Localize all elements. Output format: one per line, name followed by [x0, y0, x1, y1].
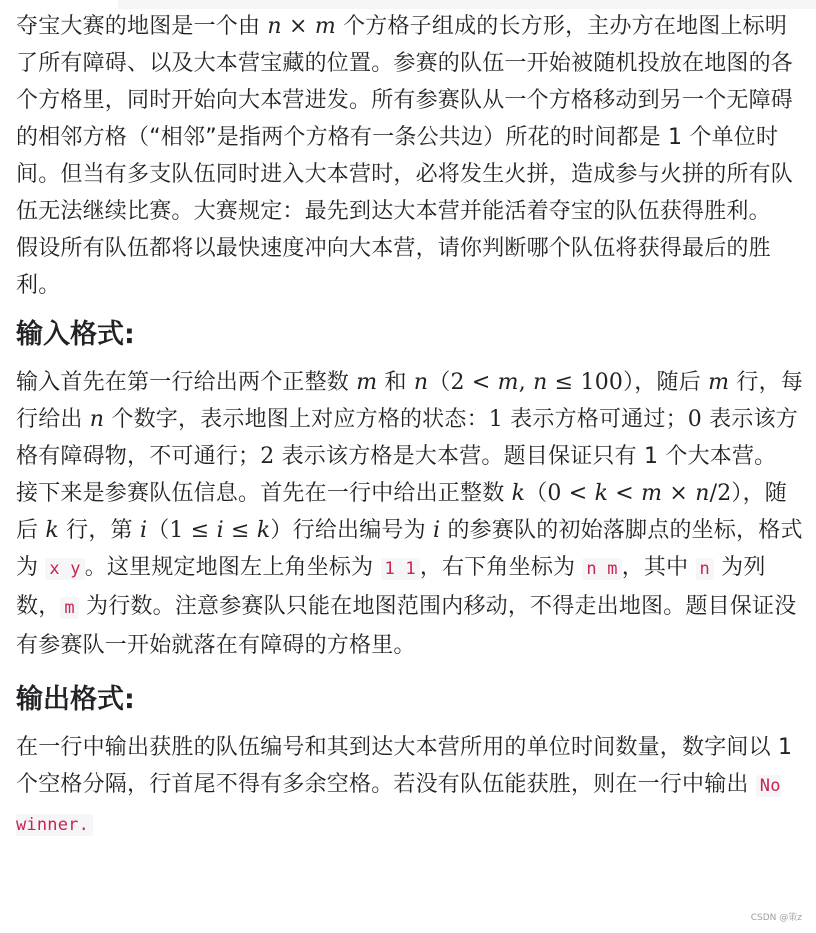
- input-paragraph-2: 接下来是参赛队伍信息。首先在一行中给出正整数 k（0 < k < m × n/2），随后 k 行，第 i（1 ≤ i ≤ k）行给出编号为 i 的参赛队的初始落脚点的坐标，格式为 x y 。这里规定地图左上角坐标为 1 1 ，右下角坐标为 n m ，其中 n 为列数， m 为行数。注意参赛队只能在地图范围内移动，不得走出地图。题目保证没有参赛队一开始就落在有障碍的方格里。: [16, 481, 803, 658]
- watermark: CSDN @策z: [750, 913, 802, 923]
- description-paragraph-2: 假设所有队伍都将以最快速度冲向大本营，请你判断哪个队伍将获得最后的胜利。: [16, 236, 771, 298]
- inline-code-no-winner: No winner.: [16, 776, 781, 835]
- output-format-heading: 输出格式:: [16, 684, 135, 715]
- inline-code-top-left: 1 1: [381, 558, 420, 580]
- problem-content: [16, 8, 806, 844]
- inline-code-xy: x y: [45, 558, 84, 580]
- inline-code-bottom-right: n m: [582, 558, 621, 580]
- input-format-heading: 输入格式:: [16, 319, 135, 350]
- inline-code-n: n: [696, 558, 714, 580]
- output-paragraph: 在一行中输出获胜的队伍编号和其到达大本营所用的单位时间数量，数字间以 1 个空格分隔，行首尾不得有多余空格。若没有队伍能获胜，则在一行中输出 No winner.: [16, 735, 793, 835]
- description-paragraph-1: 夺宝大赛的地图是一个由 n × m 个方格子组成的长方形，主办方在地图上标明了所有障碍、以及大本营宝藏的位置。参赛的队伍一开始被随机投放在地图的各个方格里，同时开始向大本营进发。所有参赛队从一个方格移动到另一个无障碍的相邻方格（“相邻”是指两个方格有一条公共边）所花的时间都是 1 个单位时间。但当有多支队伍同时进入大本营时，必将发生火拼，造成参与火拼的所有队伍无法继续比赛。大赛规定：最先到达大本营并能活着夺宝的队伍获得胜利。: [16, 14, 794, 224]
- inline-code-m: m: [60, 597, 78, 619]
- input-paragraph-1: 输入首先在第一行给出两个正整数 m 和 n（2 < m, n ≤ 100），随后 m 行，每行给出 n 个数字，表示地图上对应方格的状态：1 表示方格可通过；0 表示该方格有障碍物，不可通行；2 表示该方格是大本营。题目保证只有 1 个大本营。: [16, 370, 803, 469]
